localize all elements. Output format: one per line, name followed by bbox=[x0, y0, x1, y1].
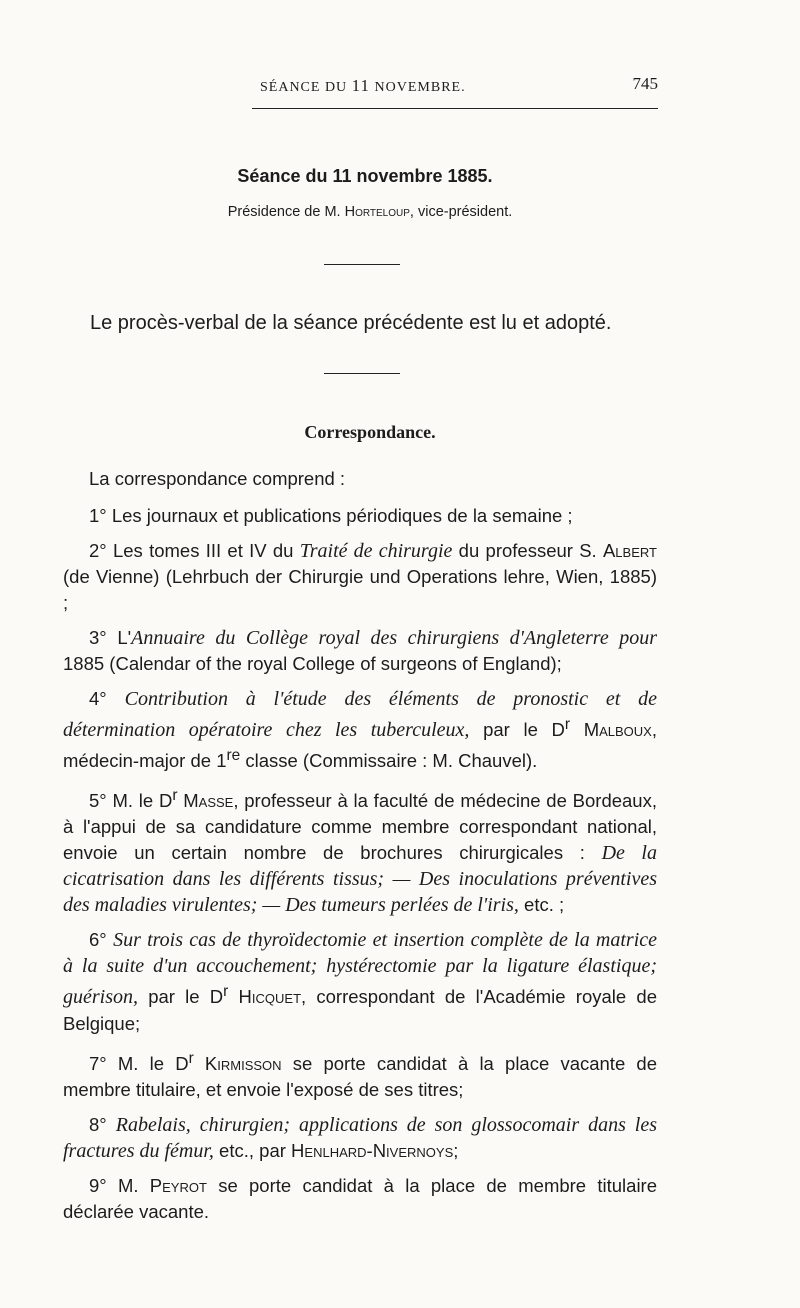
list-item-2: 2° Les tomes III et IV du Traité de chirurgie du professeur S. Albert (de Vienne) (Lehrbuch der Chirurgie und Operations lehre, Wien, 1885) ; bbox=[63, 540, 657, 613]
intro-paragraph: La correspondance comprend : bbox=[89, 468, 346, 489]
running-head-day: 11 bbox=[351, 76, 371, 95]
correspondance-body bbox=[63, 466, 657, 1234]
list-item-6: 6° Sur trois cas de thyroïdectomie et insertion complète de la matrice à la suite d'un accouchement; hystérectomie par la ligature élastique; guérison, par le $D^r$ Hicquet, correspondant de l'Académie royale de Belgique; bbox=[63, 929, 658, 1034]
section-heading: Correspondance. bbox=[304, 422, 436, 442]
list-item-8: 8° Rabelais, chirurgien; applications de son glossocomair dans les fractures du fémur, etc., par Henlhard-Nivernoys; bbox=[63, 1113, 657, 1162]
presidence-line bbox=[0, 204, 740, 220]
list-item-1: 1° Les journaux et publications périodiques de la semaine ; bbox=[89, 505, 573, 526]
presidence-suffix: vice-président. bbox=[417, 204, 513, 220]
running-head-text-b: NOVEMBRE. bbox=[374, 80, 466, 95]
list-item-9: 9° M. Peyrot se porte candidat à la place de membre titulaire déclarée vacante. bbox=[63, 1174, 657, 1222]
list-item-5: 5° M. le $D^r$ Masse, professeur à la faculté de médecine de Bordeaux, à l'appui de sa candidature comme membre correspondant national, envoie un certain nombre de brochures chirurgicales : De la cicatrisation dans les différents tissus; — Des inoculations préventives des maladies virulentes; — Des tumeurs perlées de l'iris, etc. ; bbox=[63, 787, 657, 917]
divider-rule-2 bbox=[324, 373, 400, 374]
presidence-prefix: Présidence de M. bbox=[227, 204, 341, 220]
running-head-text-a: SÉANCE DU bbox=[260, 80, 348, 95]
header-rule bbox=[252, 108, 658, 109]
proces-verbal: Le procès-verbal de la séance précédente est lu et adopté. bbox=[90, 312, 612, 334]
president-name: Horteloup, bbox=[344, 204, 414, 220]
session-title: Séance du 11 novembre 1885. bbox=[237, 166, 493, 186]
list-item-3: 3° L'Annuaire du Collège royal des chirurgiens d'Angleterre pour 1885 (Calendar of the royal College of surgeons of England); bbox=[63, 627, 657, 674]
list-item-4: 4° Contribution à l'étude des éléments de pronostic et de détermination opératoire chez les tuberculeux, par le $D^r$ Malboux, médecin-major de 1re classe (Commissaire : M. Chauvel). bbox=[63, 688, 657, 772]
running-head bbox=[260, 76, 466, 96]
list-item-7: 7° M. le $D^r$ Kirmisson se porte candidat à la place vacante de membre titulaire, et envoie l'exposé de ses titres; bbox=[63, 1049, 658, 1100]
page-number: 745 bbox=[632, 74, 658, 93]
divider-rule-1 bbox=[324, 264, 400, 265]
